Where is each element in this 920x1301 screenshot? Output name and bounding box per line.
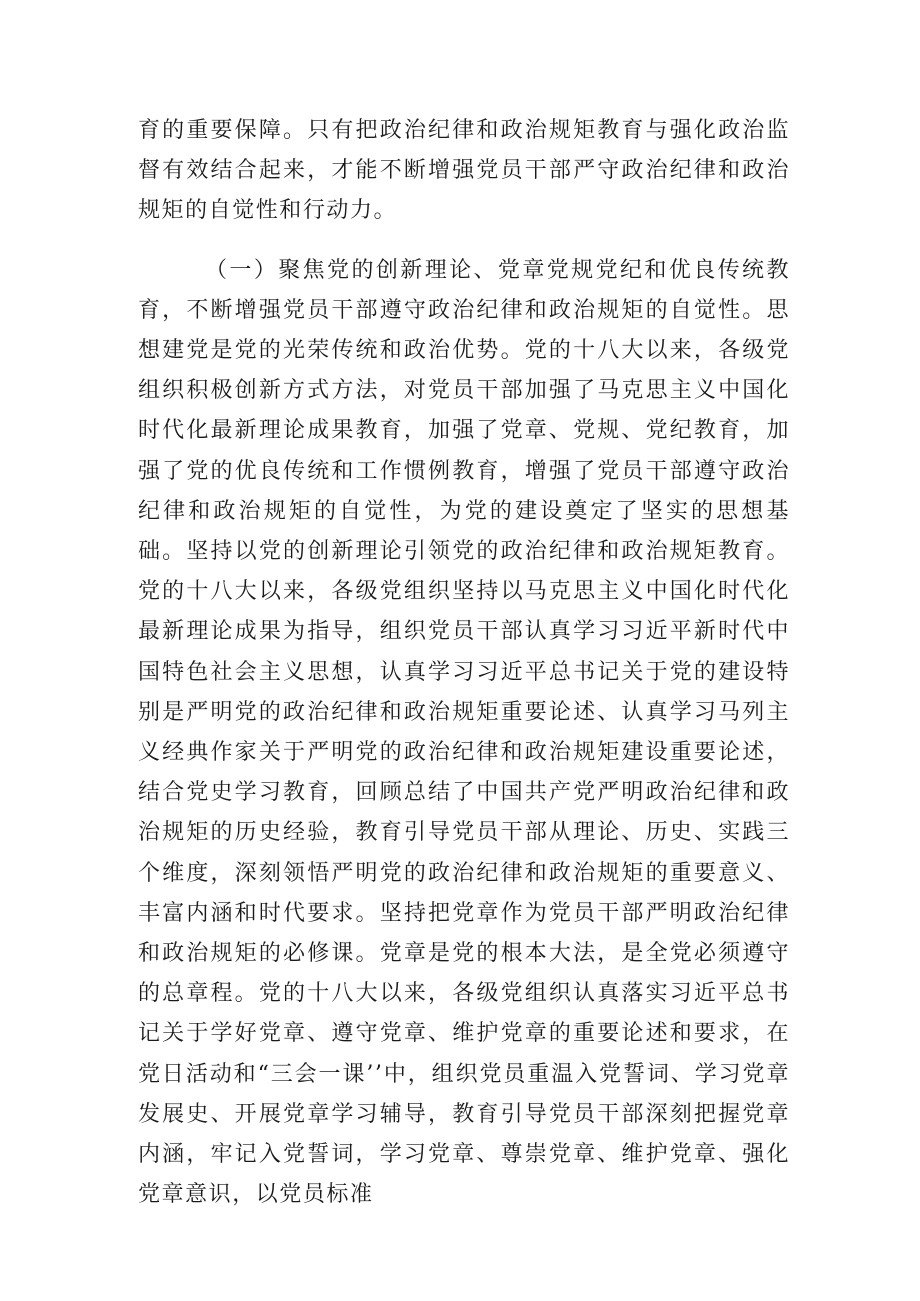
document-page bbox=[138, 111, 790, 1215]
paragraph-section-one: （一）聚焦党的创新理论、党章党规党纪和优良传统教育，不断增强党员干部遵守政治纪律和政治规矩的自觉性。思想建党是党的光荣传统和政治优势。党的十八大以来，各级党组织积极创新方式方法，对党员干部加强了马克思主义中国化时代化最新理论成果教育，加强了党章、党规、党纪教育，加强了党的优良传统和工作惯例教育，增强了党员干部遵守政治纪律和政治规矩的自觉性，为党的建设奠定了坚实的思想基础。坚持以党的创新理论引领党的政治纪律和政治规矩教育。党的十八大以来，各级党组织坚持以马克思主义中国化时代化最新理论成果为指导，组织党员干部认真学习习近平新时代中国特色社会主义思想，认真学习习近平总书记关于党的建设特别是严明党的政治纪律和政治规矩重要论述、认真学习马列主义经典作家关于严明党的政治纪律和政治规矩建设重要论述，结合党史学习教育，回顾总结了中国共产党严明政治纪律和政治规矩的历史经验，教育引导党员干部从理论、历史、实践三个维度，深刻领悟严明党的政治纪律和政治规矩的重要意义、丰富内涵和时代要求。坚持把党章作为党员干部严明政治纪律和政治规矩的必修课。党章是党的根本大法，是全党必须遵守的总章程。党的十八大以来，各级党组织认真落实习近平总书记关于学好党章、遵守党章、维护党章的重要论述和要求，在党日活动和“三会一课’’中，组织党员重温入党誓词、学习党章发展史、开展党章学习辅导，教育引导党员干部深刻把握党章内涵，牢记入党誓词，学习党章、尊崇党章、维护党章、强化党章意识，以党员标准 bbox=[138, 257, 790, 1208]
paragraph-continuation: 育的重要保障。只有把政治纪律和政治规矩教育与强化政治监督有效结合起来，才能不断增强党员干部严守政治纪律和政治规矩的自觉性和行动力。 bbox=[138, 118, 790, 224]
